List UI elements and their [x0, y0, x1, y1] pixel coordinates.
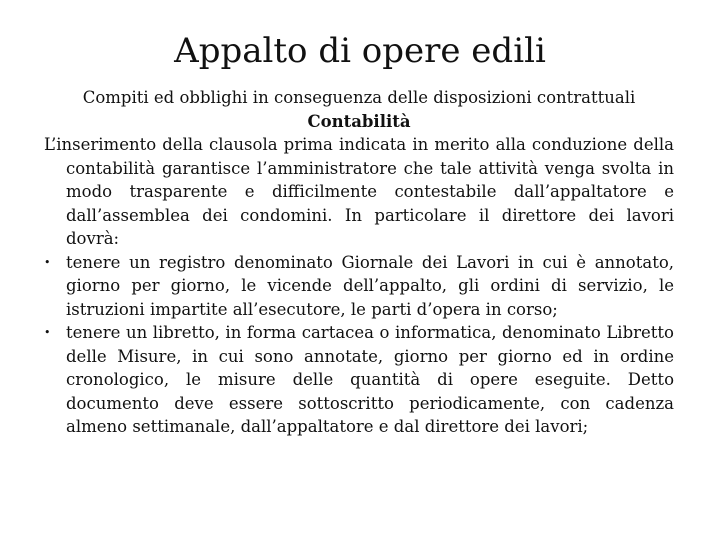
- intro-paragraph: L’inserimento della clausola prima indicata in merito alla conduzione della contabilità garantisce l’amministratore che tale attività venga svolta in modo trasparente e difficilmente contestabile dall’appaltatore e dall’assemblea dei condomini. In particolare il direttore dei lavori dovrà:: [44, 135, 674, 248]
- bullet-dot-icon: •: [44, 255, 51, 269]
- subtitle: Compiti ed obblighi in conseguenza delle disposizioni contrattuali: [82, 88, 636, 107]
- bullet-item-libretto: [44, 321, 674, 439]
- slide-title: Appalto di opere edili: [174, 31, 546, 71]
- bullet-text: tenere un registro denominato Giornale dei Lavori in cui è annotato, giorno per giorno, le vicende dell’appalto, gli ordini di servizio, le istruzioni impartite all’esecutore, le parti d’opera in corso;: [66, 252, 674, 319]
- slide-body: [44, 86, 674, 439]
- bullet-dot-icon: •: [44, 326, 51, 339]
- bullet-item-giornale: [44, 251, 674, 322]
- section-heading: Contabilità: [307, 111, 411, 131]
- bullet-text: tenere un libretto, in forma cartacea o informatica, denominato Libretto delle Misure, in cui sono annotate, giorno per giorno ed in ordine cronologico, le misure delle quantità di opere eseguite. Detto documento deve essere sottoscritto periodicamente, con cadenza almeno settimanale, dall’appaltatore e dal direttore dei lavori;: [66, 323, 674, 436]
